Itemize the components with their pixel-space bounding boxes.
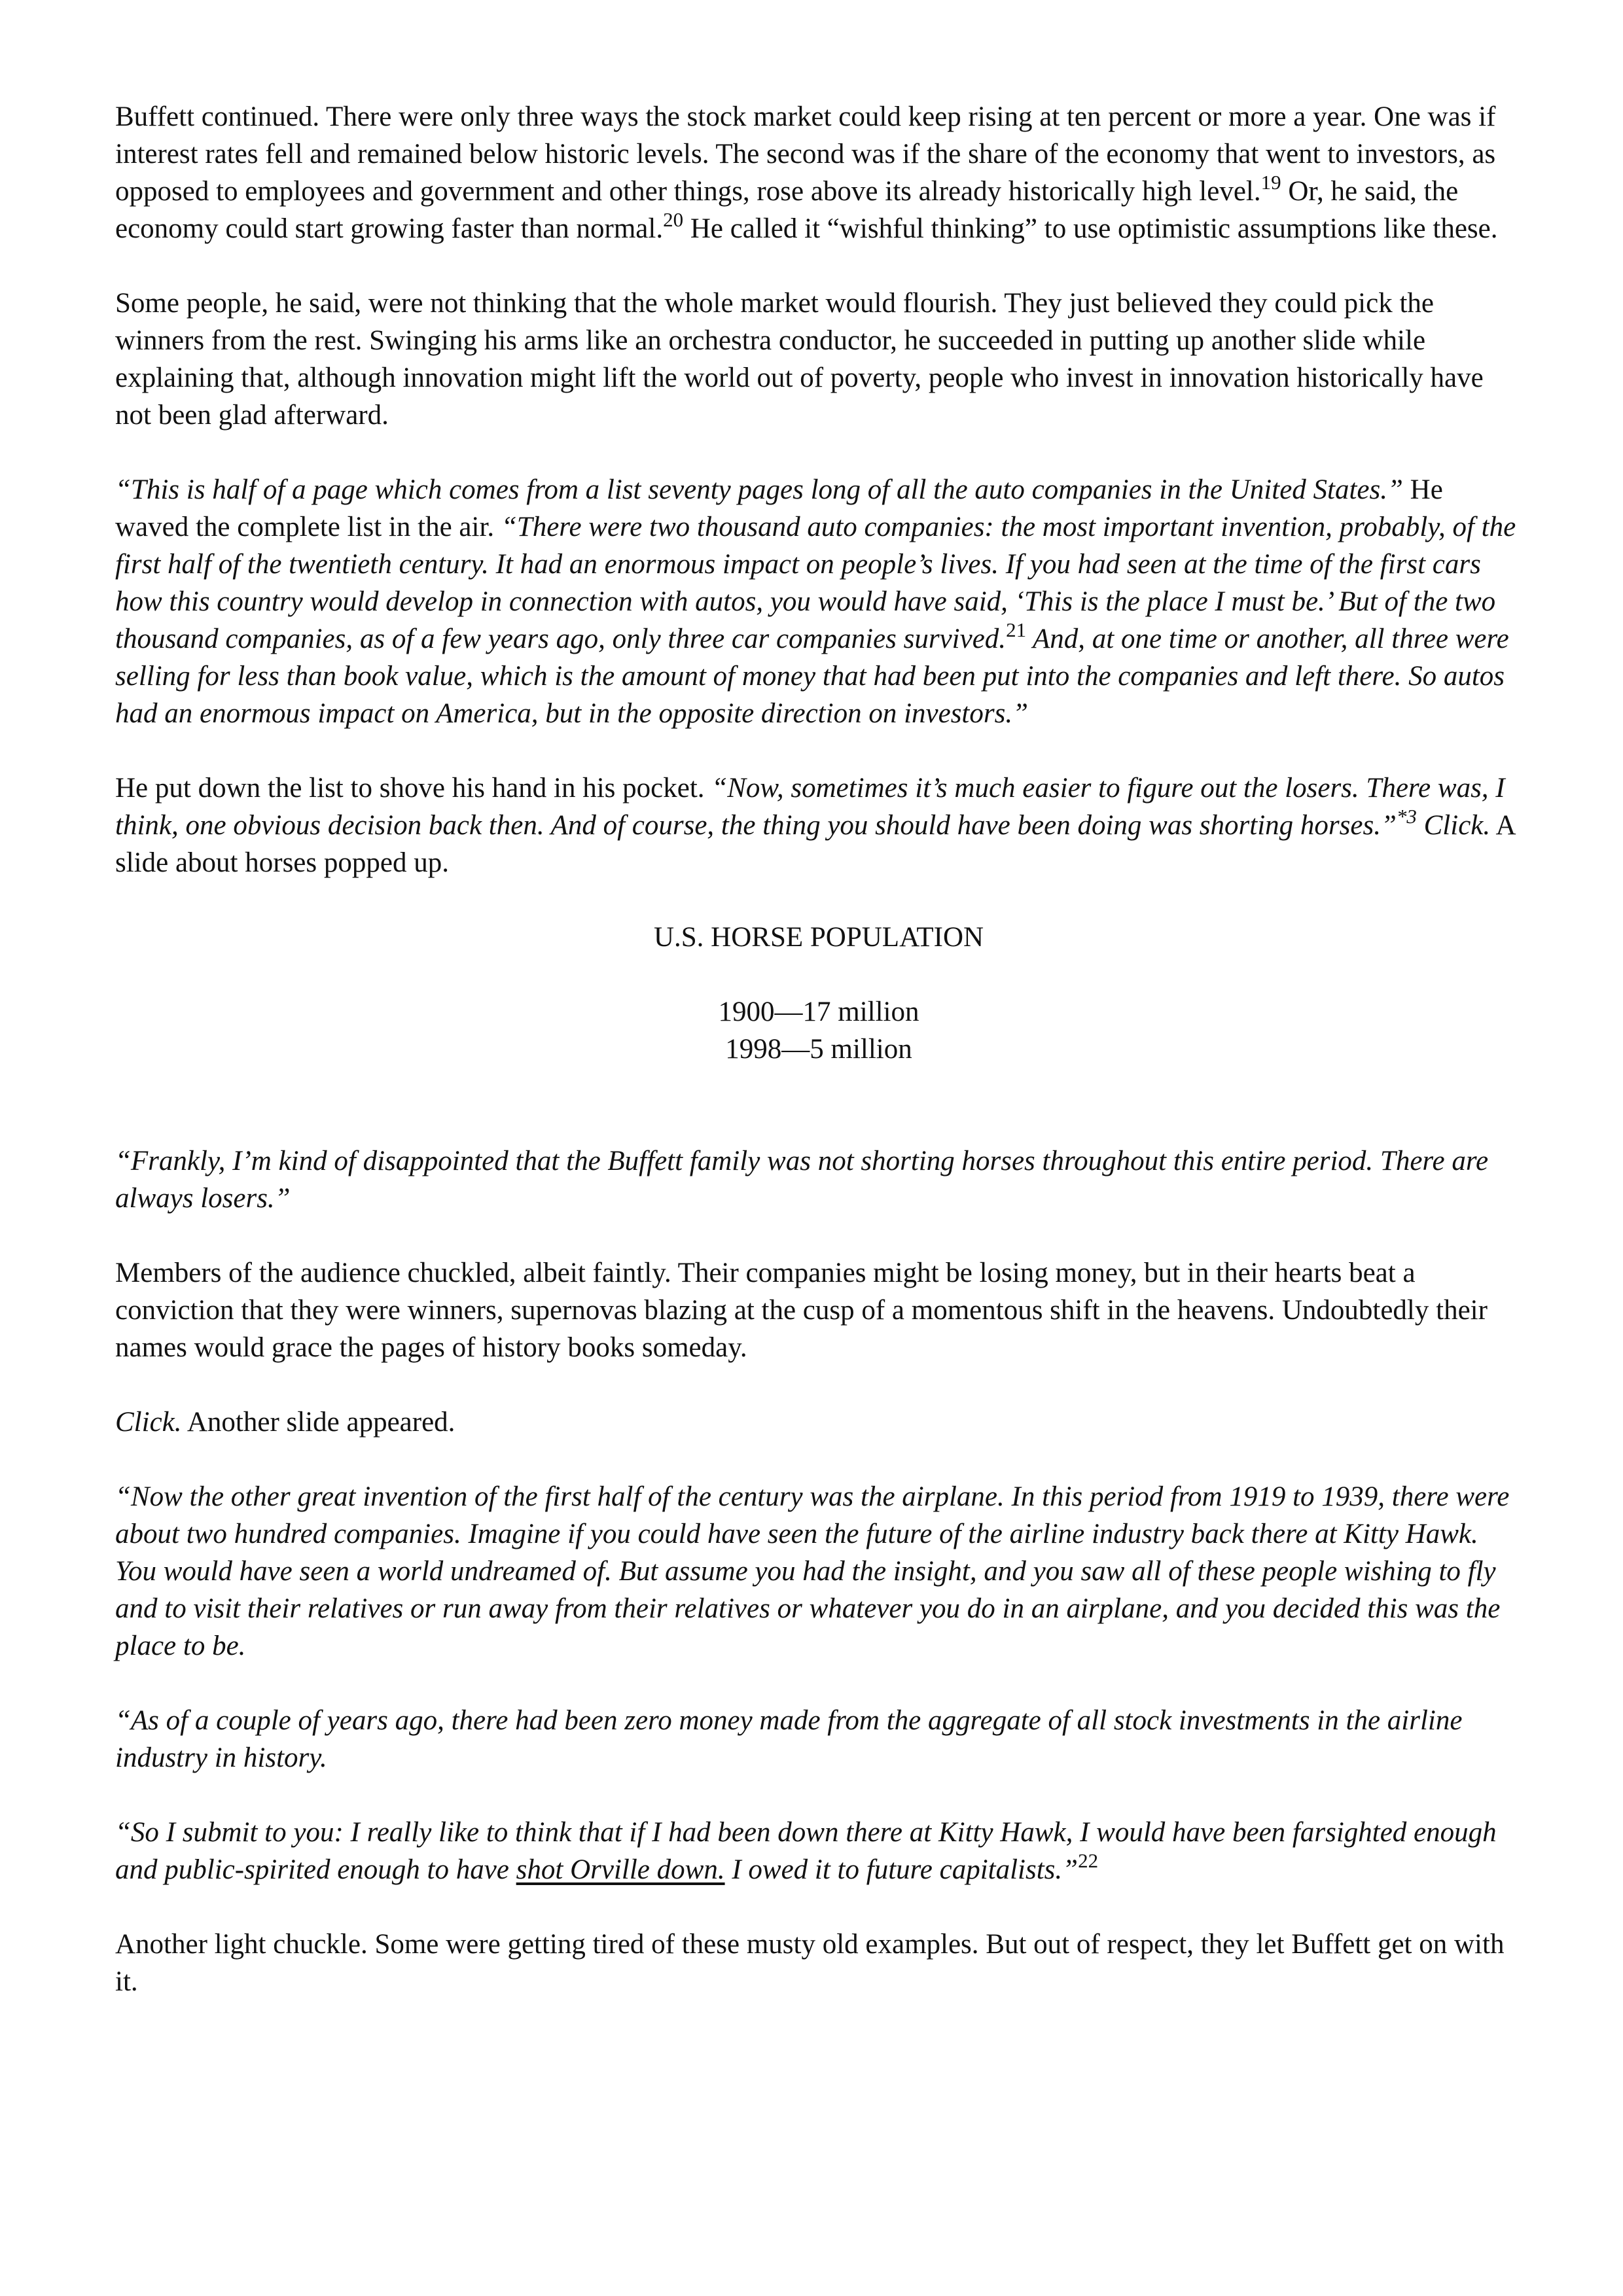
footnote-ref-20[interactable]: 20 xyxy=(663,207,684,231)
paragraph-three-ways xyxy=(115,98,1522,247)
quote-text: “Now the other great invention of the first half of the century was the airplane. In this period from 1919 to 1939, there were about two hundred companies. Imagine if you could have seen the future of the airline industry back there at Kitty Hawk. You would have seen a world undreamed of. But assume you had the insight, and you saw all of these people wishing to fly and to visit their relatives or run away from their relatives or whatever you do in an airplane, and you decided this was the place to be. xyxy=(115,1481,1510,1661)
slide-title: U.S. HORSE POPULATION xyxy=(653,922,984,953)
click-word: Click. xyxy=(115,1407,182,1438)
quote-text: “Now, sometimes it’s much easier to figure out the losers. There was, I think, one obvious decision back then. And of course, the thing you should have been doing was shorting horses.” xyxy=(115,773,1505,841)
quote-text: “As of a couple of years ago, there had been zero money made from the aggregate of all stock investments in the airline industry in history. xyxy=(115,1705,1463,1773)
paragraph-disappointed xyxy=(115,1142,1522,1217)
paragraph-text: Or, he said, the economy could start growing faster than normal. xyxy=(115,176,1459,244)
paragraph-text: He called it “wishful thinking” to use optimistic assumptions like these. xyxy=(683,213,1498,244)
paragraph-text: He waved the complete list in the air. xyxy=(115,474,1443,542)
paragraph-text: He put down the list to shove his hand in his pocket. xyxy=(115,773,712,804)
quote-text: “This is half of a page which comes from a list seventy pages long of all the auto companies in the United States.” xyxy=(115,474,1403,505)
slide-line-1900: 1900—17 million xyxy=(718,997,919,1027)
paragraph-text: Buffett continued. There were only three ways the stock market could keep rising at ten percent or more a year. One was if interest rates fell and remained below historic levels. The second was if the share of the economy that went to investors, as opposed to employees and government and other things, rose above its already historically high level. xyxy=(115,101,1496,207)
paragraph-light-chuckle: Another light chuckle. Some were getting tired of these musty old examples. But out of respect, they let Buffett get on with it. xyxy=(115,1929,1505,1997)
footnote-ref-19[interactable]: 19 xyxy=(1260,170,1281,194)
paragraph-audience-chuckled: Members of the audience chuckled, albeit faintly. Their companies might be losing money, but in their hearts beat a conviction that they were winners, supernovas blazing at the cusp of a momentous shift in the heavens. Undoubtedly their names would grace the pages of history books someday. xyxy=(115,1258,1488,1363)
paragraph-text: Another slide appeared. xyxy=(181,1407,455,1438)
paragraph-auto-companies xyxy=(115,471,1522,732)
slide-data xyxy=(115,993,1522,1068)
quote-text: “Frankly, I’m kind of disappointed that the Buffett family was not shorting horses throughout this entire period. There are always losers.” xyxy=(115,1146,1489,1214)
footnote-ref-21[interactable]: 21 xyxy=(1006,618,1027,641)
quote-text: And, at one time or another, all three were selling for less than book value, which is the amount of money that had been put into the companies and left there. So autos had an enormous impact on America, but in the opposite direction on investors.” xyxy=(115,624,1509,729)
paragraph-shorting-horses xyxy=(115,769,1522,881)
paragraph-another-slide xyxy=(115,1404,1522,1441)
paragraph-airplane xyxy=(115,1478,1522,1665)
slide-line-1998: 1998—5 million xyxy=(725,1034,912,1065)
click-word: Click. xyxy=(1416,810,1491,841)
paragraph-text: A slide about horses popped up. xyxy=(115,810,1515,878)
paragraph-pick-winners: Some people, he said, were not thinking that the whole market would flourish. They just believed they could pick the winners from the rest. Swinging his arms like an orchestra conductor, he succeeded in putting up another slide while explaining that, although innovation might lift the world out of poverty, people who invest in innovation historically have not been glad afterward. xyxy=(115,288,1484,431)
paragraph-kitty-hawk xyxy=(115,1814,1522,1888)
page-body xyxy=(115,98,1522,2038)
footnote-ref-star3[interactable]: *3 xyxy=(1396,804,1417,828)
quote-text: “So I submit to you: I really like to think that if I had been down there at Kitty Hawk, I would have been farsighted enough and public-spirited enough to have xyxy=(115,1817,1497,1885)
paragraph-zero-money xyxy=(115,1702,1522,1776)
quote-text: “There were two thousand auto companies: the most important invention, probably, of the first half of the twentieth century. It had an enormous impact on people’s lives. If you had seen at the time of the first cars how this country would develop in connection with autos, you would have said, ‘This is the place I must be.’ But of the two thousand companies, as of a few years ago, only three car companies survived. xyxy=(115,512,1516,654)
quote-text: I owed it to future capitalists.” xyxy=(724,1854,1079,1885)
footnote-ref-22[interactable]: 22 xyxy=(1078,1848,1099,1872)
shot-orville-link[interactable]: shot Orville down. xyxy=(516,1854,725,1885)
